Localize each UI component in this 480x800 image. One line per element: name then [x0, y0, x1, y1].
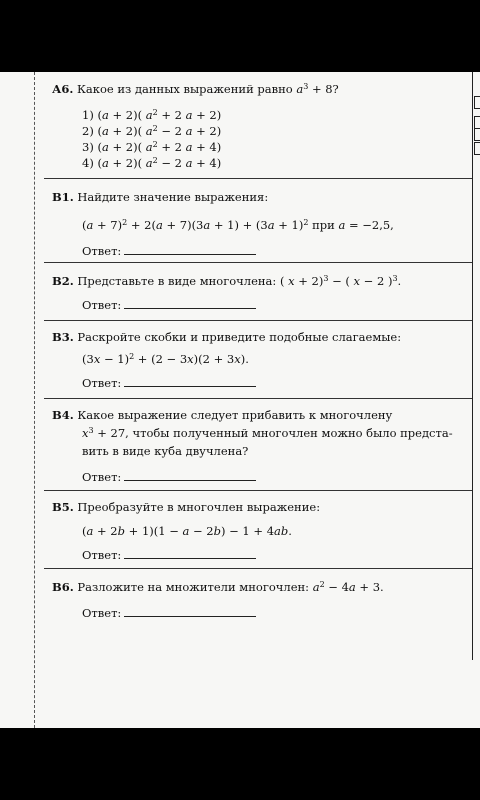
question-text: Какое из данных выражений равно: [77, 82, 297, 96]
question-b4: В4. Какое выражение следует прибавить к многочлену: [52, 408, 393, 422]
question-b2: В2. Представьте в виде многочлена: ( x + 2)$^3$ − ( x − 2 )$^3$.: [52, 274, 402, 288]
answer-field[interactable]: [124, 376, 256, 387]
question-b1: В1. Найдите значение выражения:: [52, 190, 269, 204]
answer-field[interactable]: [124, 548, 256, 559]
answer-b5[interactable]: Ответ:: [82, 548, 256, 562]
question-b3: В3. Раскройте скобки и приведите подобные слагаемые:: [52, 330, 402, 344]
expression-b3: $(3x - 1)^2 + (2 - 3x)(2 + 3x)$.: [82, 352, 249, 366]
expression-b5: (a + 2b + 1)(1 − a − 2b) − 1 + 4ab.: [82, 524, 292, 538]
divider: [44, 398, 472, 399]
answer-field[interactable]: [124, 606, 256, 617]
answer-b4[interactable]: Ответ:: [82, 470, 256, 484]
question-b5: В5. Преобразуйте в многочлен выражение:: [52, 500, 321, 514]
option-2[interactable]: 2) (a + 2)( $a^2 - 2$ a + 2): [82, 124, 222, 138]
option-3[interactable]: 3) (a + 2)( $a^2 + 2$ a + 4): [82, 140, 222, 154]
divider: [44, 178, 472, 179]
answer-box[interactable]: [474, 142, 480, 155]
answer-field[interactable]: [124, 298, 256, 309]
question-b4-line2: $x^3 + 27$, чтобы полученный многочлен можно было предста-: [82, 426, 453, 440]
answer-box[interactable]: [474, 128, 480, 141]
answer-column-rule: [472, 72, 473, 660]
answer-b3[interactable]: Ответ:: [82, 376, 256, 390]
option-4[interactable]: 4) (a + 2)( $a^2 - 2$ a + 4): [82, 156, 222, 170]
question-b6: В6. Разложите на множители многочлен: $a^2 - 4a + 3$.: [52, 580, 384, 594]
divider: [44, 490, 472, 491]
divider: [44, 568, 472, 569]
answer-field[interactable]: [124, 470, 256, 481]
answer-field[interactable]: [124, 244, 256, 255]
answer-b1[interactable]: Ответ:: [82, 244, 256, 258]
option-1[interactable]: 1) (a + 2)( $a^2 + 2$ a + 2): [82, 108, 222, 122]
worksheet-page: [0, 72, 480, 728]
answer-b2[interactable]: Ответ:: [82, 298, 256, 312]
question-b4-line3: вить в виде куба двучлена?: [82, 444, 249, 458]
answer-b6[interactable]: Ответ:: [82, 606, 256, 620]
question-a6: А6. Какое из данных выражений равно $a^3 + 8$?: [52, 82, 339, 96]
expression-b1: $(a + 7)^2 + 2(a + 7)(3a + 1) + (3a + 1)^2$ при a = −2,5,: [82, 218, 394, 232]
question-number: А6.: [52, 82, 74, 96]
divider: [44, 262, 472, 263]
divider: [44, 320, 472, 321]
answer-box[interactable]: [474, 96, 480, 109]
cut-line: [34, 72, 35, 728]
